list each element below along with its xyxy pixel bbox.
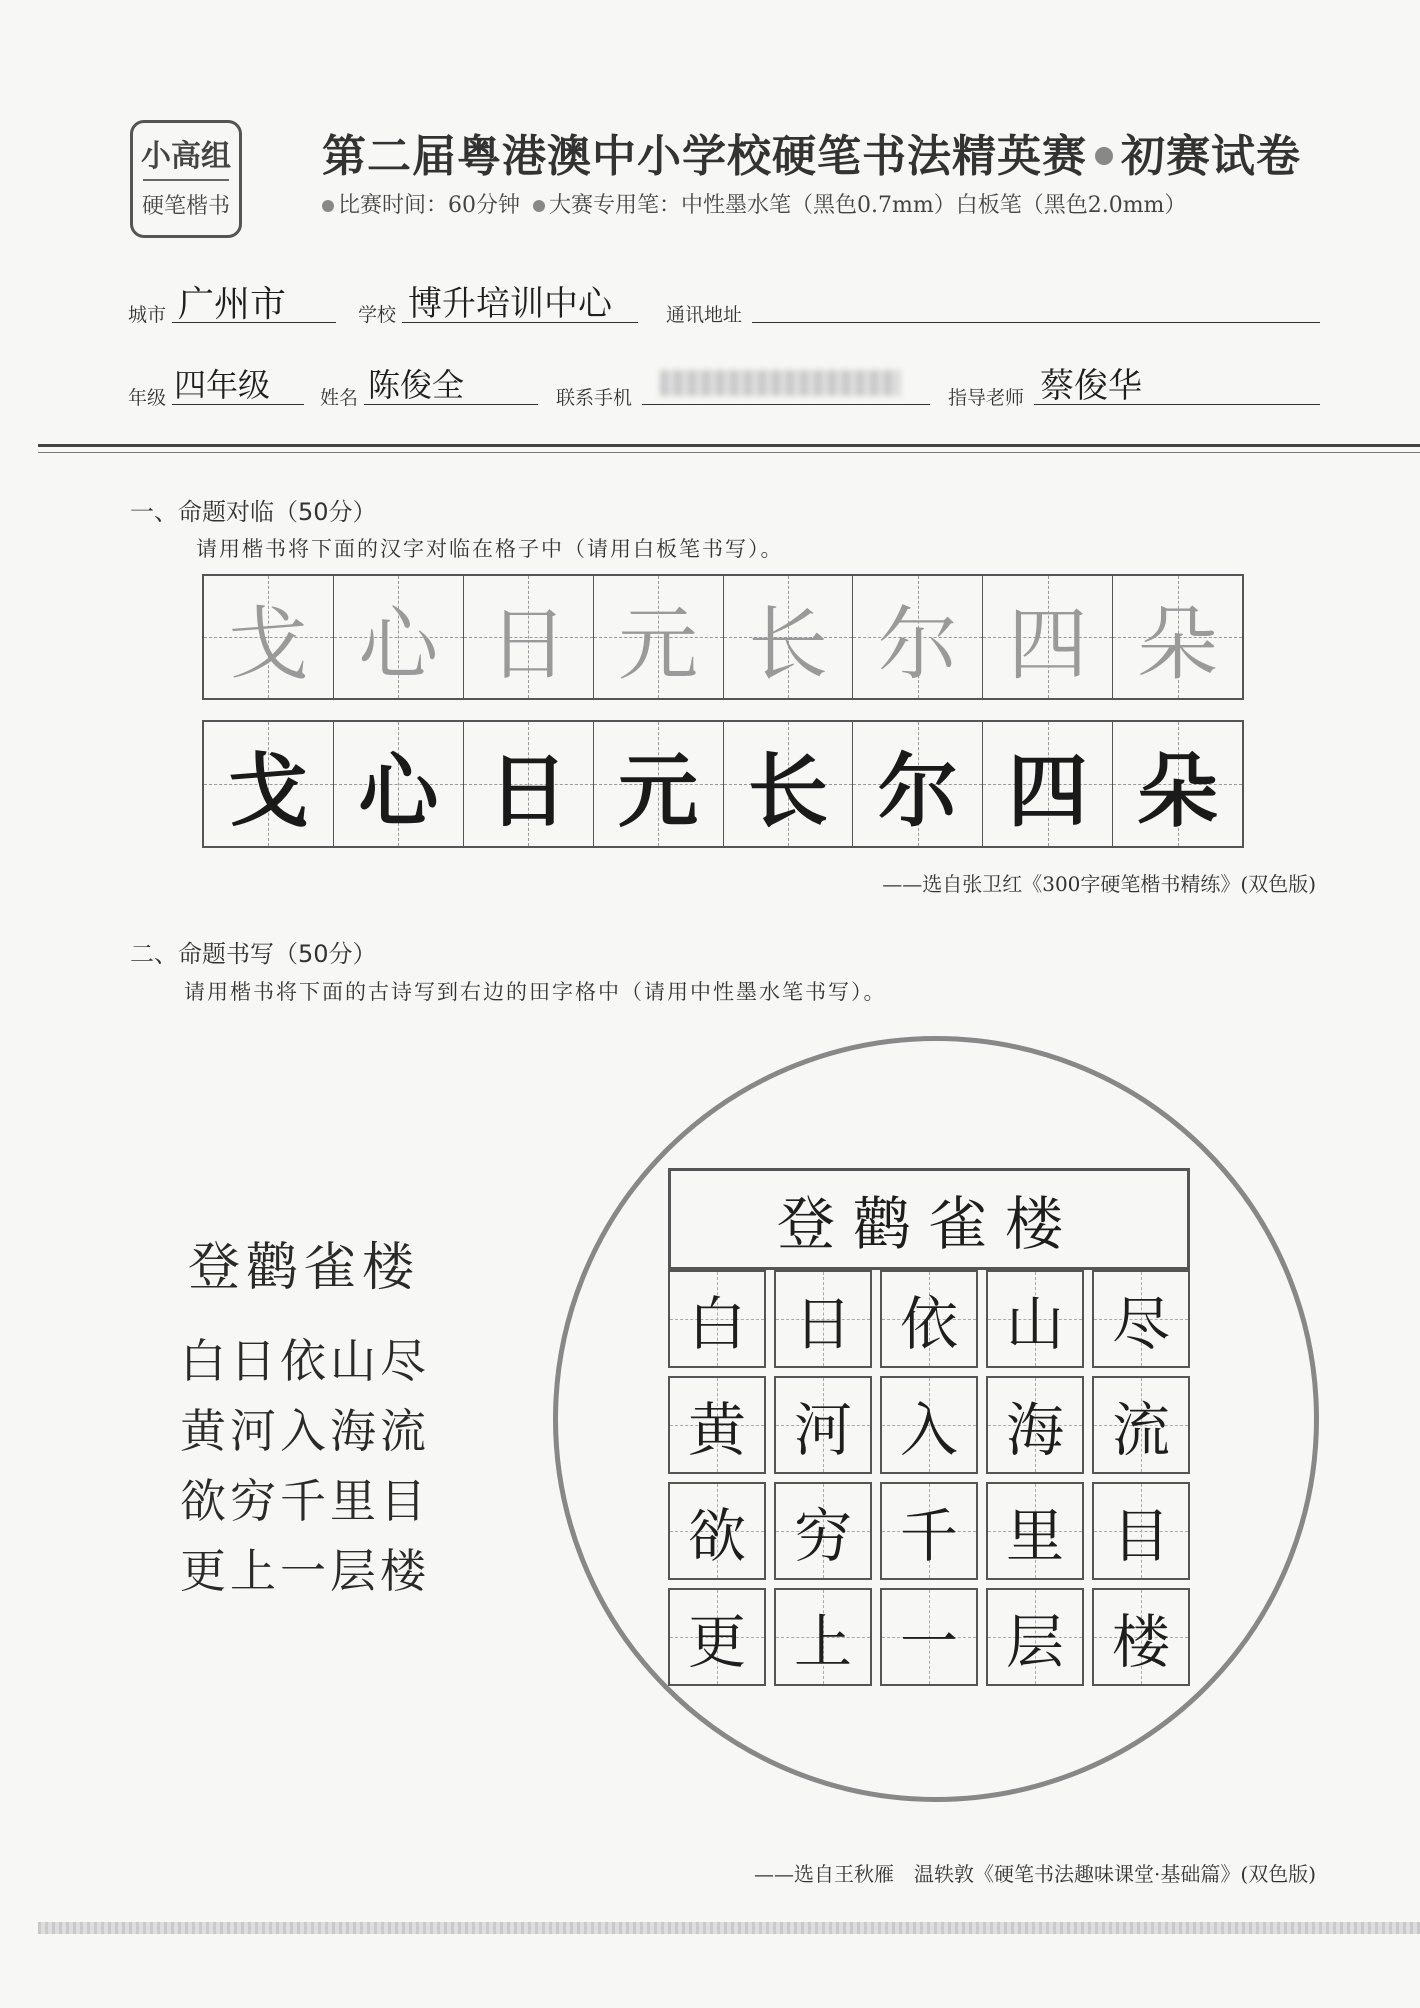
phone-field-line — [642, 404, 930, 405]
grid-cell[interactable] — [880, 1482, 978, 1580]
phone-field-redacted[interactable] — [660, 370, 900, 396]
written-char: 日 — [793, 1290, 852, 1358]
grade-label: 年级 — [128, 387, 167, 409]
header-divider — [38, 444, 1420, 447]
writing-cell[interactable] — [1113, 722, 1242, 846]
bullet-icon — [322, 200, 334, 212]
written-char: 河 — [793, 1396, 852, 1464]
written-char: 流 — [1111, 1396, 1170, 1464]
written-char: 尽 — [1111, 1290, 1170, 1358]
model-cell — [204, 576, 334, 698]
badge-group-label: 小高组 — [141, 139, 231, 174]
written-char: 楼 — [1111, 1608, 1170, 1676]
grid-cell[interactable] — [774, 1482, 872, 1580]
model-cell — [594, 576, 724, 698]
tianzige-grid[interactable] — [668, 1270, 1190, 1686]
written-char: 欲 — [687, 1502, 746, 1570]
grid-cell[interactable] — [986, 1376, 1084, 1474]
page-title — [322, 120, 1301, 184]
written-char: 四 — [1007, 744, 1088, 838]
written-char: 里 — [1005, 1502, 1064, 1570]
model-cell — [334, 576, 464, 698]
grid-cell[interactable] — [880, 1270, 978, 1368]
written-char: 穷 — [793, 1502, 852, 1570]
teacher-field[interactable]: 蔡俊华 — [1040, 366, 1142, 406]
writing-cell[interactable] — [334, 722, 464, 846]
copy-writing-row[interactable] — [202, 720, 1244, 848]
written-char: 层 — [1005, 1608, 1064, 1676]
exam-info — [322, 188, 1186, 219]
written-char: 上 — [793, 1608, 852, 1676]
written-char: 元 — [618, 744, 699, 838]
poem-title: 登鹳雀楼 — [188, 1238, 421, 1298]
name-field[interactable]: 陈俊全 — [368, 366, 465, 404]
written-char: 入 — [899, 1396, 958, 1464]
exam-pen: 大赛专用笔：中性墨水笔（黑色0.7mm）白板笔（黑色2.0mm） — [549, 193, 1187, 218]
title-main: 第二届粤港澳中小学校硬笔书法精英赛 — [322, 131, 1087, 182]
grid-cell[interactable] — [668, 1376, 766, 1474]
grid-cell[interactable] — [774, 1588, 872, 1686]
model-char: 长 — [747, 597, 828, 691]
model-char: 戈 — [228, 597, 309, 691]
teacher-label: 指导老师 — [948, 387, 1025, 409]
model-char: 朵 — [1137, 597, 1218, 691]
grid-cell[interactable] — [986, 1482, 1084, 1580]
bullet-icon — [533, 200, 545, 212]
group-badge — [130, 120, 242, 238]
poem-line: 欲穷千里目 — [180, 1474, 430, 1528]
phone-label: 联系手机 — [556, 387, 633, 409]
exam-time: 比赛时间：60分钟 — [338, 193, 520, 218]
grid-cell[interactable] — [880, 1376, 978, 1474]
grid-cell[interactable] — [668, 1270, 766, 1368]
poem-line: 白日依山尽 — [180, 1334, 430, 1388]
written-char: 一 — [899, 1608, 958, 1676]
written-char: 依 — [899, 1290, 958, 1358]
address-label: 通讯地址 — [666, 304, 743, 326]
writing-cell[interactable] — [204, 722, 334, 846]
written-char: 戈 — [228, 744, 309, 838]
section1-instruction: 请用楷书将下面的汉字对临在格子中（请用白板笔书写）。 — [196, 537, 784, 561]
title-suffix: 初赛试卷 — [1121, 131, 1301, 182]
section1-heading: 一、命题对临（50分） — [130, 498, 377, 526]
model-char: 元 — [618, 597, 699, 691]
written-char: 日 — [488, 744, 569, 838]
grid-cell[interactable] — [774, 1376, 872, 1474]
model-cell — [464, 576, 594, 698]
grid-cell[interactable] — [1092, 1588, 1190, 1686]
written-char: 千 — [899, 1502, 958, 1570]
model-cell — [724, 576, 854, 698]
title-dot-icon — [1095, 147, 1113, 165]
grid-cell[interactable] — [668, 1482, 766, 1580]
section2-heading: 二、命题书写（50分） — [130, 940, 377, 968]
grade-field[interactable]: 四年级 — [174, 366, 271, 404]
written-char: 海 — [1005, 1396, 1064, 1464]
grid-row — [668, 1588, 1190, 1686]
writing-cell[interactable] — [464, 722, 594, 846]
grid-cell[interactable] — [1092, 1376, 1190, 1474]
writing-cell[interactable] — [724, 722, 854, 846]
written-char: 黄 — [687, 1396, 746, 1464]
written-char: 朵 — [1137, 744, 1218, 838]
school-label: 学校 — [358, 304, 397, 326]
grid-row — [668, 1270, 1190, 1368]
section2-credit: ——选自王秋雁 温轶敦《硬笔书法趣味课堂·基础篇》(双色版) — [754, 1862, 1316, 1886]
section1-credit: ——选自张卫红《300字硬笔楷书精练》(双色版) — [882, 872, 1316, 896]
model-char: 尔 — [877, 597, 958, 691]
model-char: 心 — [358, 597, 439, 691]
poem-line: 更上一层楼 — [180, 1544, 430, 1598]
grid-cell[interactable] — [1092, 1482, 1190, 1580]
model-cell — [983, 576, 1113, 698]
header-divider-thin — [38, 452, 1420, 453]
school-field[interactable]: 博升培训中心 — [408, 284, 612, 324]
city-label: 城市 — [128, 304, 167, 326]
grid-cell[interactable] — [1092, 1270, 1190, 1368]
written-char: 心 — [358, 744, 439, 838]
grid-cell[interactable] — [774, 1270, 872, 1368]
model-character-row — [202, 574, 1244, 700]
poem-line: 黄河入海流 — [180, 1404, 430, 1458]
writing-cell[interactable] — [594, 722, 724, 846]
grid-row — [668, 1376, 1190, 1474]
grid-row — [668, 1482, 1190, 1580]
written-char: 山 — [1005, 1290, 1064, 1358]
section2-instruction: 请用楷书将下面的古诗写到右边的田字格中（请用中性墨水笔书写）。 — [184, 980, 887, 1004]
model-char: 日 — [488, 597, 569, 691]
written-char: 长 — [747, 744, 828, 838]
writing-cell[interactable] — [853, 722, 983, 846]
written-poem-title: 登鹳雀楼 — [776, 1190, 1081, 1258]
grid-cell[interactable] — [880, 1588, 978, 1686]
city-field[interactable]: 广州市 — [178, 284, 287, 325]
written-char: 更 — [687, 1608, 746, 1676]
model-char: 四 — [1007, 597, 1088, 691]
written-char: 目 — [1111, 1502, 1170, 1570]
grid-cell[interactable] — [668, 1588, 766, 1686]
model-cell — [1113, 576, 1242, 698]
writing-cell[interactable] — [983, 722, 1113, 846]
address-field[interactable] — [752, 322, 1320, 323]
poem-model — [180, 1225, 430, 1606]
name-label: 姓名 — [320, 387, 359, 409]
written-char: 尔 — [877, 744, 958, 838]
written-char: 白 — [687, 1290, 746, 1358]
grid-cell[interactable] — [986, 1588, 1084, 1686]
badge-category-label: 硬笔楷书 — [141, 194, 230, 219]
poem-title-writing-box[interactable] — [668, 1168, 1190, 1270]
grid-cell[interactable] — [986, 1270, 1084, 1368]
badge-divider — [143, 179, 229, 181]
bottom-border — [38, 1922, 1420, 1934]
model-cell — [853, 576, 983, 698]
